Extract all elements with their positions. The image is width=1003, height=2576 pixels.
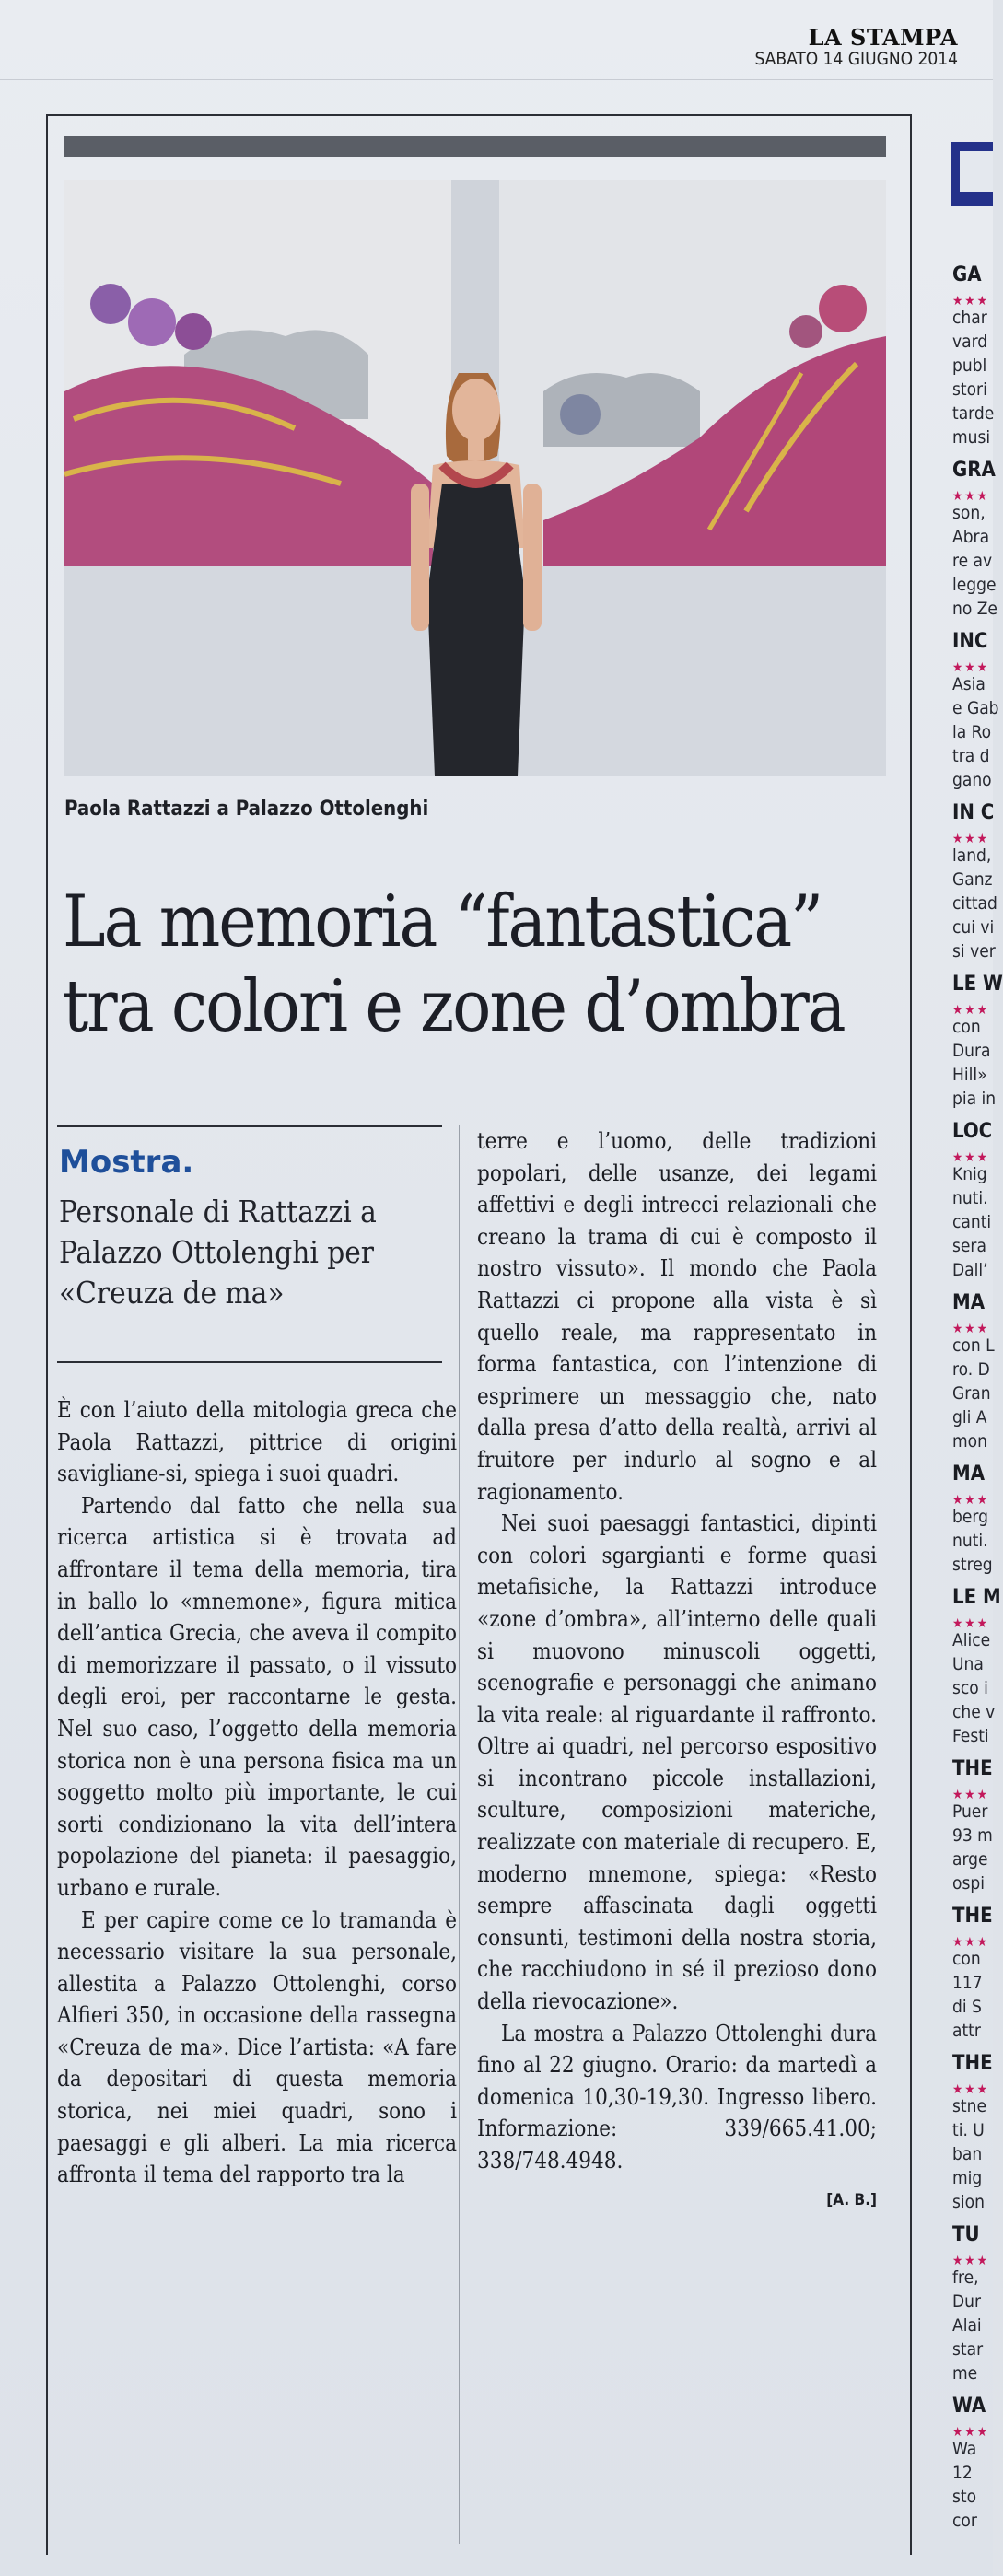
sidebar-fragment-line: nuti. [952, 1188, 988, 1208]
paragraph: La mostra a Palazzo Ottolenghi dura fino al 22 giugno. Orario: da martedì a domenica 10,30-19,30. Ingresso libero. Informazione: 339/665.41.00; 338/748.4948. [477, 2020, 877, 2174]
sidebar-fragment-line: arge [952, 1849, 988, 1870]
photo-top-bar [64, 136, 886, 157]
sidebar-fragment-heading: MA [952, 1463, 986, 1486]
sidebar-fragment-line: sto [952, 2487, 977, 2507]
kicker-subtitle: Personale di Rattazzi a Palazzo Ottolenghi per «Creuza de ma» [59, 1194, 377, 1311]
rating-stars: ★★★ [952, 660, 989, 675]
sidebar-fragment-line: no Ze [952, 599, 997, 619]
section-tab [951, 142, 993, 206]
sidebar-fragment-heading: THE [952, 1757, 993, 1780]
sidebar-fragment-line: Gran [952, 1383, 991, 1404]
sidebar-fragment-line: sion [952, 2192, 985, 2212]
sidebar-fragment-line: Alice [952, 1630, 991, 1650]
sidebar-fragment-line: attr [952, 2021, 981, 2041]
sidebar-fragment-line: canti [952, 1212, 992, 1232]
rating-stars: ★★★ [952, 1616, 989, 1631]
sidebar-fragment-heading: LOC [952, 1120, 993, 1143]
sidebar-fragment-line: Abra [952, 527, 990, 547]
sidebar-fragment-line: tarde [952, 403, 995, 424]
sidebar-fragment-line: Festi [952, 1726, 989, 1746]
sidebar-fragment-line: publ [952, 356, 987, 376]
sidebar-fragment-line: gli A [952, 1407, 987, 1428]
article-headline [63, 880, 892, 1049]
sidebar-fragment-line: con L [952, 1335, 995, 1356]
sidebar-fragment-heading: TU [952, 2223, 980, 2246]
sidebar-fragment-line: vard [952, 332, 988, 352]
sidebar-fragment-line: Knig [952, 1164, 987, 1184]
kicker-rule-top [57, 1125, 442, 1127]
sidebar-fragment-line: musi [952, 427, 991, 448]
sidebar-fragment-line: fre, [952, 2267, 979, 2288]
issue-date: SABATO 14 GIUGNO 2014 [754, 49, 958, 69]
sidebar-fragment-line: ban [952, 2144, 983, 2164]
sidebar-fragment-line: con [952, 1017, 981, 1037]
sidebar-fragment-line: berg [952, 1507, 988, 1527]
sidebar-fragment-line: gano [952, 770, 992, 790]
sidebar-fragment-line: Hill» [952, 1065, 987, 1085]
sidebar-fragment-line: cui vi [952, 917, 995, 938]
paragraph: È con l’aiuto della mitologia greca che Paola Rattazzi, pittrice di origini savigliane-si, spiega i suoi quadri. [57, 1397, 457, 1487]
sidebar-fragment-line: mig [952, 2168, 983, 2188]
sidebar-fragment-line: cittad [952, 893, 997, 914]
sidebar-fragment-line: me [952, 2363, 978, 2384]
sidebar-fragment-line: cor [952, 2511, 977, 2531]
rating-stars: ★★★ [952, 1493, 989, 1508]
sidebar-fragment-line: che v [952, 1702, 996, 1722]
sidebar-fragment-line: la Ro [952, 722, 992, 742]
sidebar-fragment-line: sera [952, 1236, 986, 1256]
sidebar-fragment-line: Alai [952, 2315, 982, 2336]
rating-stars: ★★★ [952, 1788, 989, 1802]
sidebar-fragment-line: tra d [952, 746, 990, 766]
sidebar-fragment-heading: WA [952, 2395, 986, 2418]
rating-stars: ★★★ [952, 1322, 989, 1336]
top-divider [0, 79, 993, 80]
article-column-right [477, 1125, 877, 2216]
rating-stars: ★★★ [952, 2254, 989, 2268]
sidebar-fragment-heading: INC [952, 630, 988, 653]
sidebar-fragment-line: Asia [952, 674, 986, 694]
sidebar-fragment-heading: LE W [952, 973, 1003, 996]
sidebar-fragment-line: Dall’ [952, 1260, 988, 1280]
sidebar-fragment-line: Dur [952, 2291, 982, 2312]
author-initials: [A. B.] [826, 2190, 877, 2209]
sidebar-fragment-line: ti. U [952, 2120, 985, 2140]
column-divider [459, 1125, 460, 2544]
rating-stars: ★★★ [952, 832, 989, 846]
sidebar-fragment-line: 12 [952, 2463, 973, 2483]
sidebar-fragment-line: e Gab [952, 698, 999, 718]
paragraph: Partendo dal fatto che nella sua ricerca artistica si è trovata ad affrontare il tema della memoria, tira in ballo lo «mnemone», figura mitica dell’antica Grecia, che aveva il compito di memorizzare il passato, o il vissuto degli eroi, per raccontarne le gesta. Nel suo caso, l’oggetto della memoria storica non è una persona fisica ma un soggetto molto più importante, le cui sorti condizionano la vita dell’intera popolazione del pianeta: il paesaggio, urbano e rurale. [57, 1492, 457, 1901]
sidebar-fragment-line: con [952, 1949, 981, 1969]
paragraph: E per capire come ce lo tramanda è necessario visitare la sua personale, allestita a Palazzo Ottolenghi, corso Alfieri 350, in occasione della rassegna «Creuza de ma». Dice l’artista: «A fare da depositari di questa memoria storica, nei miei quadri, sono i paesaggi e gli alberi. La mia ricerca affronta il tema del rapporto tra la [57, 1906, 457, 2188]
sidebar-fragment-line: ro. D [952, 1359, 990, 1380]
sidebar-fragment-line: Dura [952, 1041, 991, 1061]
paragraph: terre e l’uomo, delle tradizioni popolari, delle usanze, dei legami affettivi e degli intrecci relazionali che creano la trama di cui è composto il nostro vissuto». Il mondo che Paola Rattazzi ci propone alla vista è sì quello reale, ma rappresentato in forma fantastica, con l’intenzione di esprimere un messaggio che, nato dalla presa d’atto della realtà, arrivi al fruitore per indurlo al sogno e al ragionamento. [477, 1128, 877, 1505]
sidebar-fragment-line: Una [952, 1654, 984, 1674]
sidebar-fragment-heading: IN C [952, 801, 995, 824]
sidebar-fragment-line: legge [952, 575, 997, 595]
sidebar-fragment-line: Wa [952, 2439, 977, 2459]
article-photo [64, 180, 886, 776]
sidebar-fragment-line: star [952, 2339, 984, 2360]
sidebar-fragment-heading: LE M [952, 1586, 1001, 1609]
rating-stars: ★★★ [952, 489, 989, 504]
sidebar-fragment-line: Ganz [952, 869, 993, 890]
rating-stars: ★★★ [952, 1003, 989, 1018]
sidebar-fragment-line: Puer [952, 1801, 988, 1822]
sidebar-fragment-line: streg [952, 1555, 993, 1575]
sidebar-fragment-heading: THE [952, 2052, 993, 2075]
rating-stars: ★★★ [952, 2425, 989, 2440]
rating-stars: ★★★ [952, 1935, 989, 1950]
rating-stars: ★★★ [952, 294, 989, 309]
sidebar-fragment-line: stori [952, 379, 987, 400]
sidebar-fragment-line: si ver [952, 941, 996, 962]
kicker-label: Mostra. [59, 1144, 194, 1181]
sidebar-fragment-line: re av [952, 551, 993, 571]
rating-stars: ★★★ [952, 2082, 989, 2097]
article-frame-top [46, 114, 912, 116]
sidebar-fragment-line: stne [952, 2096, 986, 2116]
headline-line-1: La memoria “fantastica” [63, 880, 822, 963]
sidebar-fragment-line: char [952, 308, 987, 328]
sidebar-fragment-line: land, [952, 845, 992, 866]
masthead [754, 24, 958, 69]
sidebar-fragment-heading: GA [952, 263, 982, 286]
sidebar-fragment-heading: GRA [952, 459, 996, 482]
newspaper-name: LA STAMPA [808, 24, 958, 51]
sidebar-fragment-line: pia in [952, 1089, 997, 1109]
kicker-rule-bottom [57, 1361, 442, 1363]
sidebar-fragment-line: mon [952, 1431, 987, 1451]
adjacent-column-edge [927, 125, 1003, 2557]
article-column-left [57, 1394, 457, 2191]
article-frame-left [46, 114, 48, 2555]
paragraph: Nei suoi paesaggi fantastici, dipinti con colori sgargianti e forme quasi metafisiche, la Rattazzi introduce «zone d’ombra», all’interno delle quali si muovono minuscoli oggetti, scenografie e personaggi che animano la vita reale: al riguardante il raffronto. Oltre ai quadri, nel percorso espositivo si incontrano piccole installazioni, sculture, composizioni materiche, realizzate con materiale di recupero. E, moderno mnemone, spiega: «Resto sempre affascinata dagli oggetti consunti, testimoni della nostra storia, che racchiudono in sé il prezioso dono della rievocazione». [477, 1510, 877, 2015]
sidebar-fragment-line: ospi [952, 1873, 985, 1894]
sidebar-fragment-line: di S [952, 1997, 982, 2017]
photo-caption: Paola Rattazzi a Palazzo Ottolenghi [64, 798, 429, 821]
sidebar-fragment-heading: THE [952, 1905, 993, 1928]
rating-stars: ★★★ [952, 1150, 989, 1165]
sidebar-fragment-line: 93 m [952, 1825, 993, 1846]
sidebar-fragment-line: sco i [952, 1678, 988, 1698]
sidebar-fragment-line: nuti. [952, 1531, 988, 1551]
sidebar-fragment-line: 117 [952, 1973, 983, 1993]
sidebar-fragment-heading: MA [952, 1291, 986, 1314]
sidebar-fragment-line: son, [952, 503, 986, 523]
article-frame-right [910, 114, 912, 2555]
headline-line-2: tra colori e zone d’ombra [63, 965, 845, 1048]
exhibition-photo-illustration [64, 180, 886, 776]
